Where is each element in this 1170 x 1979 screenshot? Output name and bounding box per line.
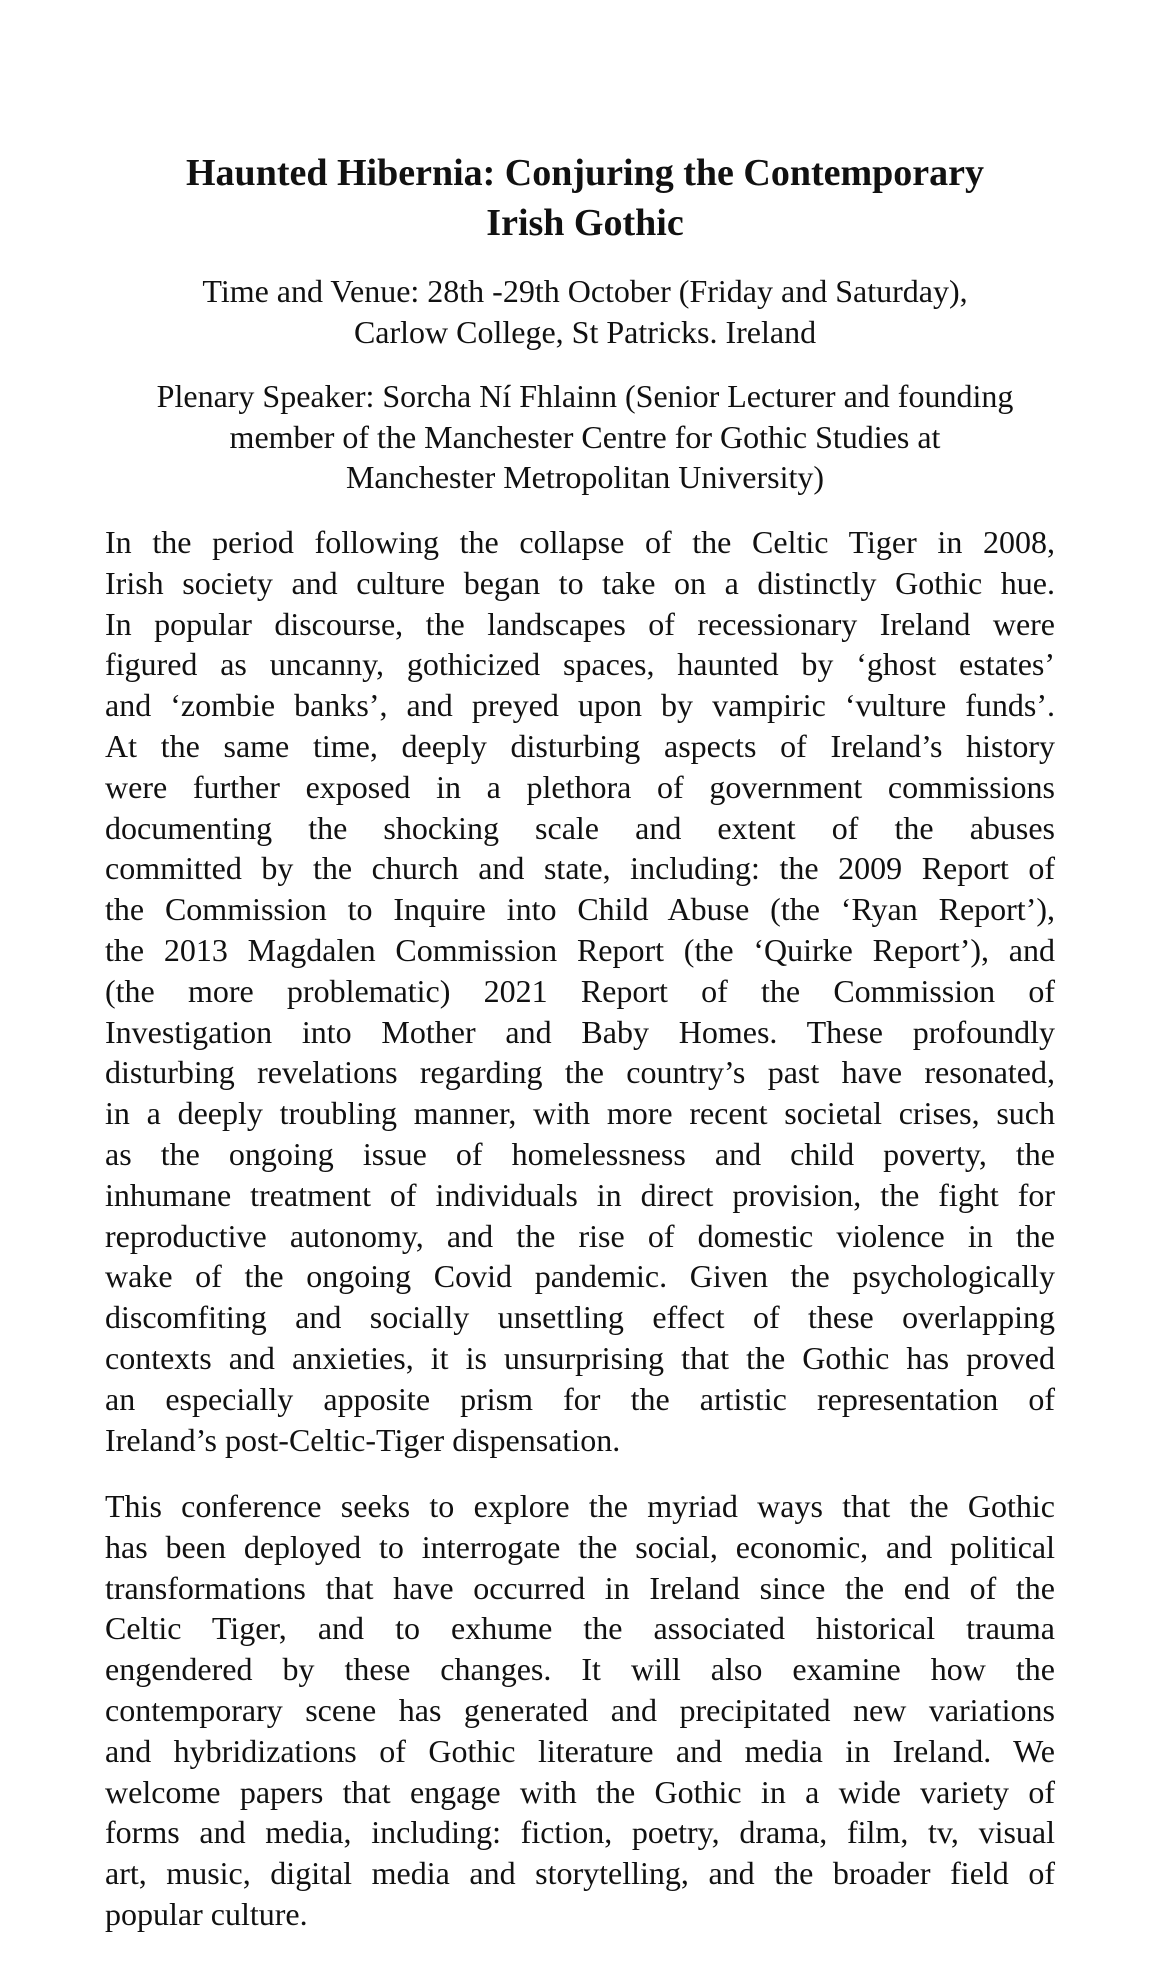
paragraph-line: and hybridizations of Gothic literature and media in Ireland. We bbox=[105, 1732, 1055, 1769]
paragraph-line: inhumane treatment of individuals in direct provision, the fight for bbox=[105, 1176, 1055, 1213]
body-paragraph-2 bbox=[105, 1486, 1055, 1935]
paragraph-line: an especially apposite prism for the artistic representation of bbox=[105, 1380, 1055, 1417]
paragraph-line: the 2013 Magdalen Commission Report (the ‘Quirke Report’), and bbox=[105, 931, 1055, 968]
paragraph-line: engendered by these changes. It will also examine how the bbox=[105, 1651, 1055, 1688]
paragraph-line: transformations that have occurred in Ireland since the end of the bbox=[105, 1569, 1055, 1606]
paragraph-line: and ‘zombie banks’, and preyed upon by vampiric ‘vulture funds’. bbox=[105, 687, 1055, 724]
title-line: Irish Gothic bbox=[486, 202, 684, 244]
paragraph-line: figured as uncanny, gothicized spaces, haunted by ‘ghost estates’ bbox=[105, 646, 1055, 683]
paragraph-line: (the more problematic) 2021 Report of the Commission of bbox=[105, 972, 1055, 1009]
title-line: Haunted Hibernia: Conjuring the Contemporary bbox=[186, 152, 984, 194]
plenary-line: member of the Manchester Centre for Gothic Studies at bbox=[229, 418, 941, 455]
paragraph-line: forms and media, including: fiction, poetry, drama, film, tv, visual bbox=[105, 1814, 1055, 1851]
paragraph-line: art, music, digital media and storytelling, and the broader field of bbox=[105, 1855, 1055, 1892]
paragraph-line: committed by the church and state, including: the 2009 Report of bbox=[105, 850, 1055, 887]
paragraph-line: wake of the ongoing Covid pandemic. Given the psychologically bbox=[105, 1258, 1055, 1295]
paragraph-line: In the period following the collapse of the Celtic Tiger in 2008, bbox=[105, 524, 1055, 560]
plenary-line: Plenary Speaker: Sorcha Ní Fhlainn (Senior Lecturer and founding bbox=[156, 378, 1014, 414]
plenary-line: Manchester Metropolitan University) bbox=[345, 459, 825, 496]
paragraph-line: Ireland’s post-Celtic-Tiger dispensation. bbox=[105, 1421, 621, 1458]
time-and-venue bbox=[60, 271, 1110, 352]
venue-line: Carlow College, St Patricks. Ireland bbox=[353, 313, 817, 350]
paragraph-line: has been deployed to interrogate the social, economic, and political bbox=[105, 1528, 1055, 1565]
paragraph-line: welcome papers that engage with the Gothic in a wide variety of bbox=[105, 1773, 1055, 1810]
paragraph-line: contemporary scene has generated and precipitated new variations bbox=[105, 1691, 1055, 1728]
paragraph-line: This conference seeks to explore the myriad ways that the Gothic bbox=[105, 1488, 1055, 1524]
paragraph-line: Celtic Tiger, and to exhume the associated historical trauma bbox=[105, 1610, 1055, 1647]
paragraph-line: reproductive autonomy, and the rise of domestic violence in the bbox=[105, 1217, 1055, 1254]
paragraph-line: the Commission to Inquire into Child Abuse (the ‘Ryan Report’), bbox=[105, 891, 1055, 928]
paragraph-line: Irish society and culture began to take on a distinctly Gothic hue. bbox=[105, 564, 1055, 601]
venue-line: Time and Venue: 28th -29th October (Friday and Saturday), bbox=[202, 273, 968, 309]
paragraph-line: as the ongoing issue of homelessness and child poverty, the bbox=[105, 1135, 1055, 1172]
paragraph-line: were further exposed in a plethora of government commissions bbox=[105, 768, 1055, 805]
body-paragraph-1 bbox=[105, 522, 1055, 1460]
paragraph-line: in a deeply troubling manner, with more recent societal crises, such bbox=[105, 1095, 1055, 1132]
paragraph-line: documenting the shocking scale and extent of the abuses bbox=[105, 809, 1055, 846]
paragraph-line: discomfiting and socially unsettling effect of these overlapping bbox=[105, 1299, 1055, 1336]
paragraph-line: disturbing revelations regarding the country’s past have resonated, bbox=[105, 1054, 1055, 1091]
paragraph-line: Investigation into Mother and Baby Homes. These profoundly bbox=[105, 1013, 1055, 1050]
paragraph-line: In popular discourse, the landscapes of recessionary Ireland were bbox=[105, 605, 1055, 642]
document-title bbox=[0, 148, 1170, 248]
paragraph-line: At the same time, deeply disturbing aspects of Ireland’s history bbox=[105, 727, 1055, 764]
paragraph-line: popular culture. bbox=[105, 1895, 308, 1932]
plenary-speaker bbox=[60, 376, 1110, 498]
paragraph-line: contexts and anxieties, it is unsurprising that the Gothic has proved bbox=[105, 1339, 1055, 1376]
